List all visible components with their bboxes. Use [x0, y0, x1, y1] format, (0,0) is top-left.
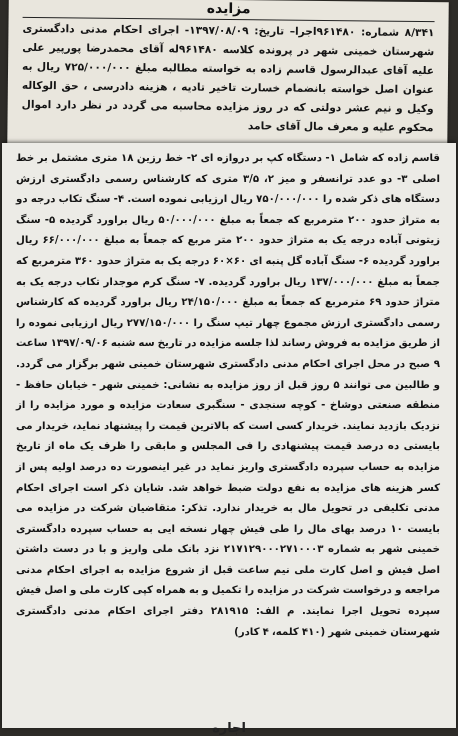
top-clipping — [7, 0, 449, 152]
main-notice-text — [2, 143, 456, 643]
notice-title: مزایده — [23, 0, 435, 22]
top-notice-text: ۸/۳۴۱ شماره: ۹۶۱۴۸۰اجرا– تاریخ: ۱۳۹۷/۰۸/۰۹- اجرای احکام مدنی دادگستری شهرستان خمینی شهر در پرونده کلاسه ۹۶۱۴۸۰له آقای محمدرضا پورپیر علی علیه آقای عبدالرسول قاسم زاده به خواسته مطالبه مبلغ ۷۲۵/۰۰۰/۰۰۰ ریال به عنوان اصل خواسته بانضمام خسارت تاخیر تادیه ، هزینه دادرسی ، حق الوکاله وکیل و نیم عشر دولتی که در روز مزایده محاسبه می گردد در نظر دارد اموال محکوم علیه و معرف مال آقای حامد — [21, 22, 435, 135]
word-count-footer: (۴۱۰ کلمه، ۴ کادر) — [234, 626, 326, 638]
main-clipping — [2, 143, 456, 736]
next-notice-title: اجاره — [212, 721, 246, 736]
main-notice-body: قاسم زاده که شامل ۱- دستگاه کپ بر دروازه ای ۲- خط رزین ۱۸ متری مشتمل بر خط اصلی ۳- دو عدد ترانسفر و میز ۲، ۳/۵ متری که کارشناس رسمی دادگستری ارزش دستگاه های ذکر شده را ۷۵۰/۰۰۰/۰۰۰ ریال ارزیابی نموده است. ۴- سنگ تکاب درجه دو به متراژ حدود ۲۰۰ مترمربع که جمعاً به مبلغ ۵۰/۰۰۰/۰۰۰ ریال براورد گردیده ۵- سنگ زیتونی آباده درجه یک به متراژ حدود ۲۰۰ متر مربع که جمعاً به مبلغ ۶۶/۰۰۰/۰۰۰ ریال براورد گردیده ۶- سنگ آباده گل پنبه ای ۶۰×۶۰ درجه یک به متراژ حدود ۳۶۰ مترمربع که جمعاً به مبلغ ۱۳۷/۰۰۰/۰۰۰ ریال براورد گردیده. ۷- سنگ کرم موجدار تکاب درجه یک به متراژ حدود ۶۹ مترمربع که جمعاً به مبلغ ۲۴/۱۵۰/۰۰۰ ریال براورد گردیده که کارشناس رسمی دادگستری ارزش مجموع چهار تیپ سنگ را ۲۷۷/۱۵۰/۰۰۰ ریال ارزیابی نموده را از طریق مزایده به فروش رساند لذا جلسه مزایده در تاریخ سه شنبه ۱۳۹۷/۰۹/۰۶ ساعت ۹ صبح در محل اجرای احکام مدنی دادگستری شهرستان خمینی شهر برگزار می گردد. و طالبین می توانند ۵ روز قبل از روز مزایده به نشانی: خمینی شهر - خیابان حافظ - منطقه صنعتی دوشاخ - کوچه سنجدی - سنگبری سعادت مزایده و مورد مزایده را از نزدیک بازدید نمایند. خریدار کسی است که بالاترین قیمت را پیشنهاد نماید، خریدار می بایستی ده درصد قیمت پیشنهادی را فی المجلس و مابقی را ظرف یک ماه از تاریخ مزایده به حساب سپرده دادگستری واریز نماید در غیر اینصورت ده درصد اولیه پس از کسر هزینه های مزایده به نفع دولت ضبط خواهد شد. شایان ذکر است اجرای احکام مدنی تکلیفی در تحویل مال به خریدار ندارد. تذکر: متقاضیان شرکت در مزایده می بایست ۱۰ درصد بهای مال را طی فیش چهار نسخه ایی به حساب سپرده دادگستری خمینی شهر به شماره ۲۱۷۱۲۹۰۰۰۲۷۱۰۰۰۳ نزد بانک ملی واریز و با در دست داشتن اصل فیش و اصل کارت ملی نیم ساعت قبل از شروع مزایده به اجرای احکام مدنی مراجعه و درخواست شرکت در مزایده را تکمیل و به همراه کپی کارت ملی و اصل فیش سپرده تحویل اجرا نمایند. م الف: ۲۸۱۹۱۵ دفتر اجرای احکام مدنی دادگستری شهرستان خمینی شهر — [15, 153, 441, 638]
